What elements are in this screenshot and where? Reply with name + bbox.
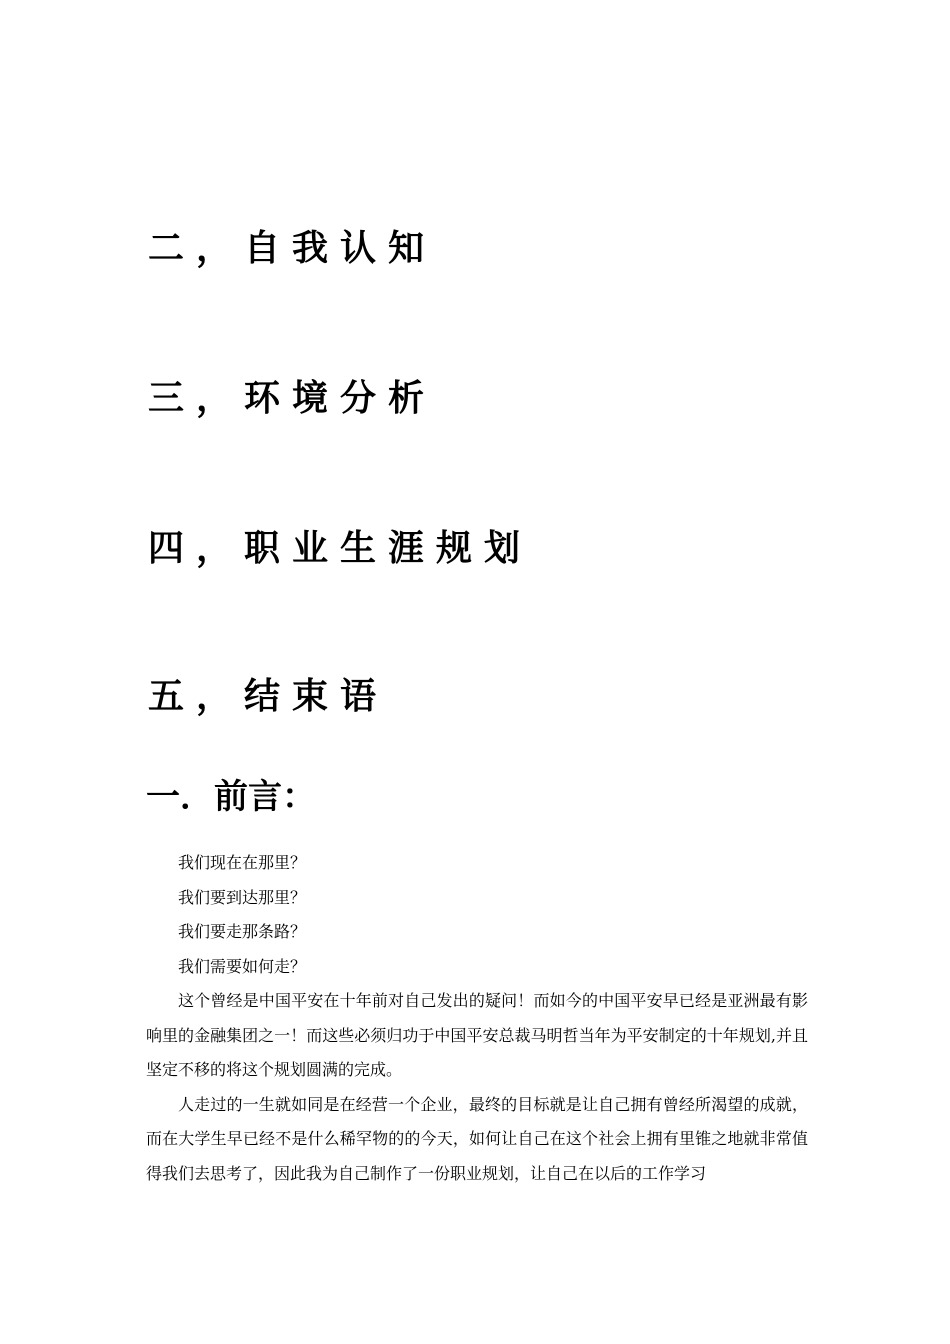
paragraph: 人走过的一生就如同是在经营一个企业，最终的目标就是让自己拥有曾经所渴望的成就，而在大学生早已经不是什么稀罕物的的今天，如何让自己在这个社会上拥有里锥之地就非常值得我们去思考了，因此我为自己制作了一份职业规划，让自己在以后的工作学习	[146, 1094, 808, 1183]
toc-heading-3	[148, 377, 437, 419]
toc-number: 二，	[148, 227, 245, 269]
section-heading-preface: 一．前言：	[146, 777, 316, 817]
toc-title: 结束语	[244, 675, 389, 717]
toc-number: 三，	[148, 377, 245, 419]
toc-title: 环境分析	[244, 377, 437, 419]
paragraph: 这个曾经是中国平安在十年前对自己发出的疑问！而如今的中国平安早已经是亚洲最有影响里的金融集团之一！而这些必须归功于中国平安总裁马明哲当年为平安制定的十年规划,并且坚定不移的将这个规划圆满的完成。	[146, 991, 808, 1079]
toc-heading-5	[148, 675, 389, 717]
paragraph: 我们需要如何走？	[178, 956, 307, 976]
toc-title: 自我认知	[244, 227, 437, 269]
toc-heading-4	[148, 527, 533, 569]
toc-heading-2	[148, 227, 437, 269]
toc-number: 四，	[148, 527, 245, 569]
paragraph: 我们要走那条路？	[178, 922, 307, 941]
toc-title: 职业生涯规划	[244, 527, 533, 569]
paragraph: 我们现在在那里？	[178, 853, 307, 872]
paragraph: 我们要到达那里？	[178, 887, 307, 907]
body-text	[146, 846, 808, 1191]
toc-number: 五，	[148, 675, 245, 717]
